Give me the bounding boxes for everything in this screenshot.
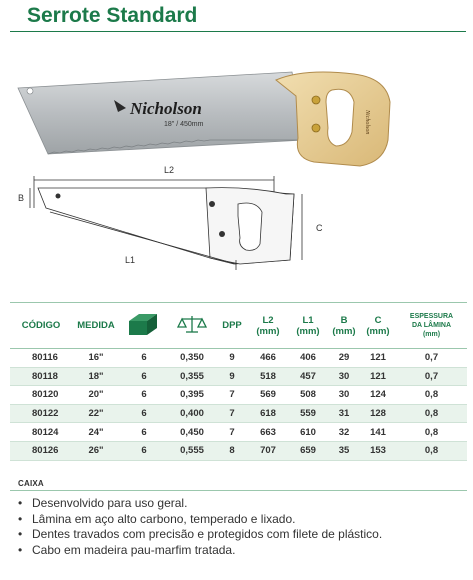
cell-b: 29 — [328, 349, 360, 368]
caixa-divider — [10, 490, 467, 491]
cell-caixa: 6 — [120, 386, 168, 405]
cell-c: 128 — [360, 404, 396, 423]
header-b-label: B — [340, 314, 348, 326]
cell-l1: 659 — [288, 441, 328, 460]
cell-caixa: 6 — [120, 423, 168, 442]
cell-dpp: 9 — [216, 367, 248, 386]
cell-medida: 18" — [72, 367, 120, 386]
header-caixa — [120, 303, 168, 349]
table-row — [10, 441, 467, 460]
cell-c: 124 — [360, 386, 396, 405]
cell-l1: 559 — [288, 404, 328, 423]
header-b — [328, 303, 360, 349]
header-l1-unit: (mm) — [296, 325, 320, 337]
table-row — [10, 386, 467, 405]
cell-c: 141 — [360, 423, 396, 442]
table-header-row — [10, 303, 467, 349]
title-divider — [10, 31, 466, 32]
cell-peso: 0,555 — [168, 441, 216, 460]
cell-codigo: 80126 — [10, 441, 72, 460]
header-c-label: C — [374, 314, 382, 326]
header-b-unit: (mm) — [332, 325, 356, 337]
brand-text: Nicholson — [130, 99, 202, 118]
l1-label: L1 — [125, 255, 136, 265]
scale-icon — [177, 313, 207, 335]
table-row — [10, 349, 467, 368]
specs-table — [10, 302, 467, 461]
cell-peso: 0,350 — [168, 349, 216, 368]
cell-caixa: 6 — [120, 441, 168, 460]
header-l1-label: L1 — [302, 314, 314, 326]
cell-b: 30 — [328, 386, 360, 405]
cell-codigo: 80120 — [10, 386, 72, 405]
header-medida: MEDIDA — [72, 303, 120, 349]
header-c-unit: (mm) — [366, 325, 390, 337]
blade-marking: 18" / 450mm — [164, 121, 204, 128]
cell-dpp: 7 — [216, 386, 248, 405]
cell-medida: 20" — [72, 386, 120, 405]
cell-dpp: 8 — [216, 441, 248, 460]
header-l2-label: L2 — [262, 314, 274, 326]
cell-c: 153 — [360, 441, 396, 460]
cell-codigo: 80118 — [10, 367, 72, 386]
cell-l2: 466 — [248, 349, 288, 368]
handle-marking: Nicholson — [364, 110, 370, 135]
header-espessura — [396, 303, 467, 349]
cell-dpp: 7 — [216, 404, 248, 423]
cell-caixa: 6 — [120, 404, 168, 423]
cell-espessura: 0,8 — [396, 441, 467, 460]
cell-espessura: 0,7 — [396, 349, 467, 368]
features-list — [18, 496, 458, 558]
cell-l2: 663 — [248, 423, 288, 442]
header-l1 — [288, 303, 328, 349]
header-dpp: DPP — [216, 303, 248, 349]
cell-l2: 707 — [248, 441, 288, 460]
cell-c: 121 — [360, 367, 396, 386]
header-peso — [168, 303, 216, 349]
cell-peso: 0,395 — [168, 386, 216, 405]
cell-medida: 22" — [72, 404, 120, 423]
box-icon — [127, 311, 161, 337]
cell-caixa: 6 — [120, 367, 168, 386]
cell-codigo: 80116 — [10, 349, 72, 368]
table-row — [10, 367, 467, 386]
cell-l1: 610 — [288, 423, 328, 442]
table-row — [10, 404, 467, 423]
cell-b: 31 — [328, 404, 360, 423]
cell-espessura: 0,8 — [396, 386, 467, 405]
dimension-diagram — [10, 160, 350, 280]
cell-l2: 569 — [248, 386, 288, 405]
cell-l2: 618 — [248, 404, 288, 423]
c-label: C — [316, 223, 323, 233]
header-espessura-unit: (mm) — [422, 331, 441, 338]
l2-label: L2 — [164, 165, 175, 175]
header-espessura-line1: ESPESSURA — [409, 313, 454, 320]
cell-caixa: 6 — [120, 349, 168, 368]
cell-espessura: 0,8 — [396, 423, 467, 442]
caixa-label: CAIXA — [18, 479, 44, 488]
cell-l2: 518 — [248, 367, 288, 386]
header-l2 — [248, 303, 288, 349]
list-item: • Cabo em madeira pau-marfim tratada. — [18, 543, 458, 559]
b-label: B — [18, 193, 25, 203]
cell-codigo: 80122 — [10, 404, 72, 423]
header-codigo: CÓDIGO — [10, 303, 72, 349]
cell-l1: 457 — [288, 367, 328, 386]
cell-b: 30 — [328, 367, 360, 386]
cell-b: 32 — [328, 423, 360, 442]
cell-b: 35 — [328, 441, 360, 460]
cell-medida: 26" — [72, 441, 120, 460]
cell-codigo: 80124 — [10, 423, 72, 442]
header-l2-unit: (mm) — [256, 325, 280, 337]
cell-peso: 0,450 — [168, 423, 216, 442]
cell-espessura: 0,7 — [396, 367, 467, 386]
cell-medida: 24" — [72, 423, 120, 442]
header-c — [360, 303, 396, 349]
list-item: • Desenvolvido para uso geral. — [18, 496, 458, 512]
list-item: • Lâmina em aço alto carbono, temperado e lixado. — [18, 512, 458, 528]
cell-espessura: 0,8 — [396, 404, 467, 423]
header-espessura-line2: DA LÂMINA — [411, 322, 451, 329]
handsaw-photo — [14, 62, 392, 170]
cell-dpp: 9 — [216, 349, 248, 368]
table-row — [10, 423, 467, 442]
page-title: Serrote Standard — [27, 4, 198, 27]
cell-l1: 406 — [288, 349, 328, 368]
cell-peso: 0,400 — [168, 404, 216, 423]
cell-medida: 16" — [72, 349, 120, 368]
cell-peso: 0,355 — [168, 367, 216, 386]
list-item: • Dentes travados com precisão e protegidos com filete de plástico. — [18, 527, 458, 543]
cell-dpp: 7 — [216, 423, 248, 442]
cell-c: 121 — [360, 349, 396, 368]
cell-l1: 508 — [288, 386, 328, 405]
